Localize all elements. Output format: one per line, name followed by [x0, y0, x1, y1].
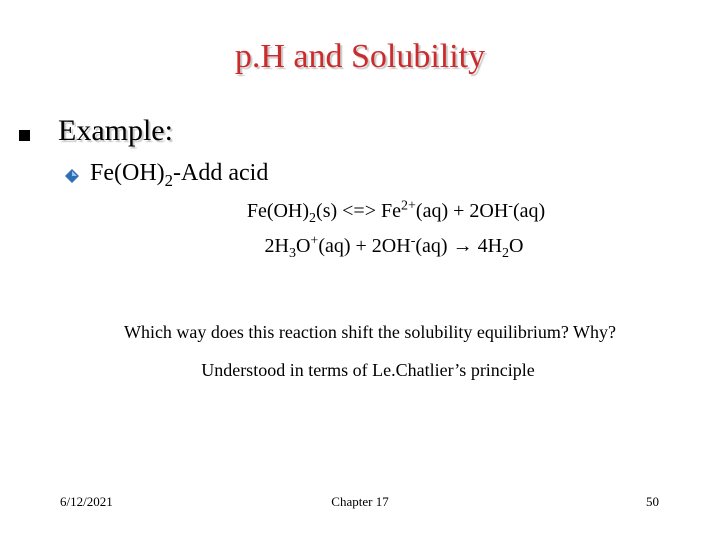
dissolution-equation: $Fe(OH)_2(s)$ <=> $Fe^{2+}(aq) + 2OH^-(aq)$ [246, 198, 546, 226]
sub-bullet-add-acid: $Fe(OH)_2$-Add acid [90, 160, 269, 190]
slide-title: p.H and Solubility [234, 38, 486, 75]
principle-text: Understood in terms of Le.Chatlier’s principle [201, 360, 535, 380]
footer-date: 6/12/2021 [60, 494, 113, 509]
square-bullet-icon [19, 130, 30, 141]
question-text: Which way does this reaction shift the solubility equilibrium? Why? [123, 322, 617, 342]
neutralization-equation: $2H_3O^+(aq) + 2OH^-(aq) \to 4H_2O$ [264, 233, 524, 261]
footer-page-number: 50 [646, 494, 659, 509]
footer-chapter: Chapter 17 [331, 494, 389, 509]
bullet-example: Example: [58, 114, 173, 147]
diamond-bullet-icon [64, 168, 80, 184]
